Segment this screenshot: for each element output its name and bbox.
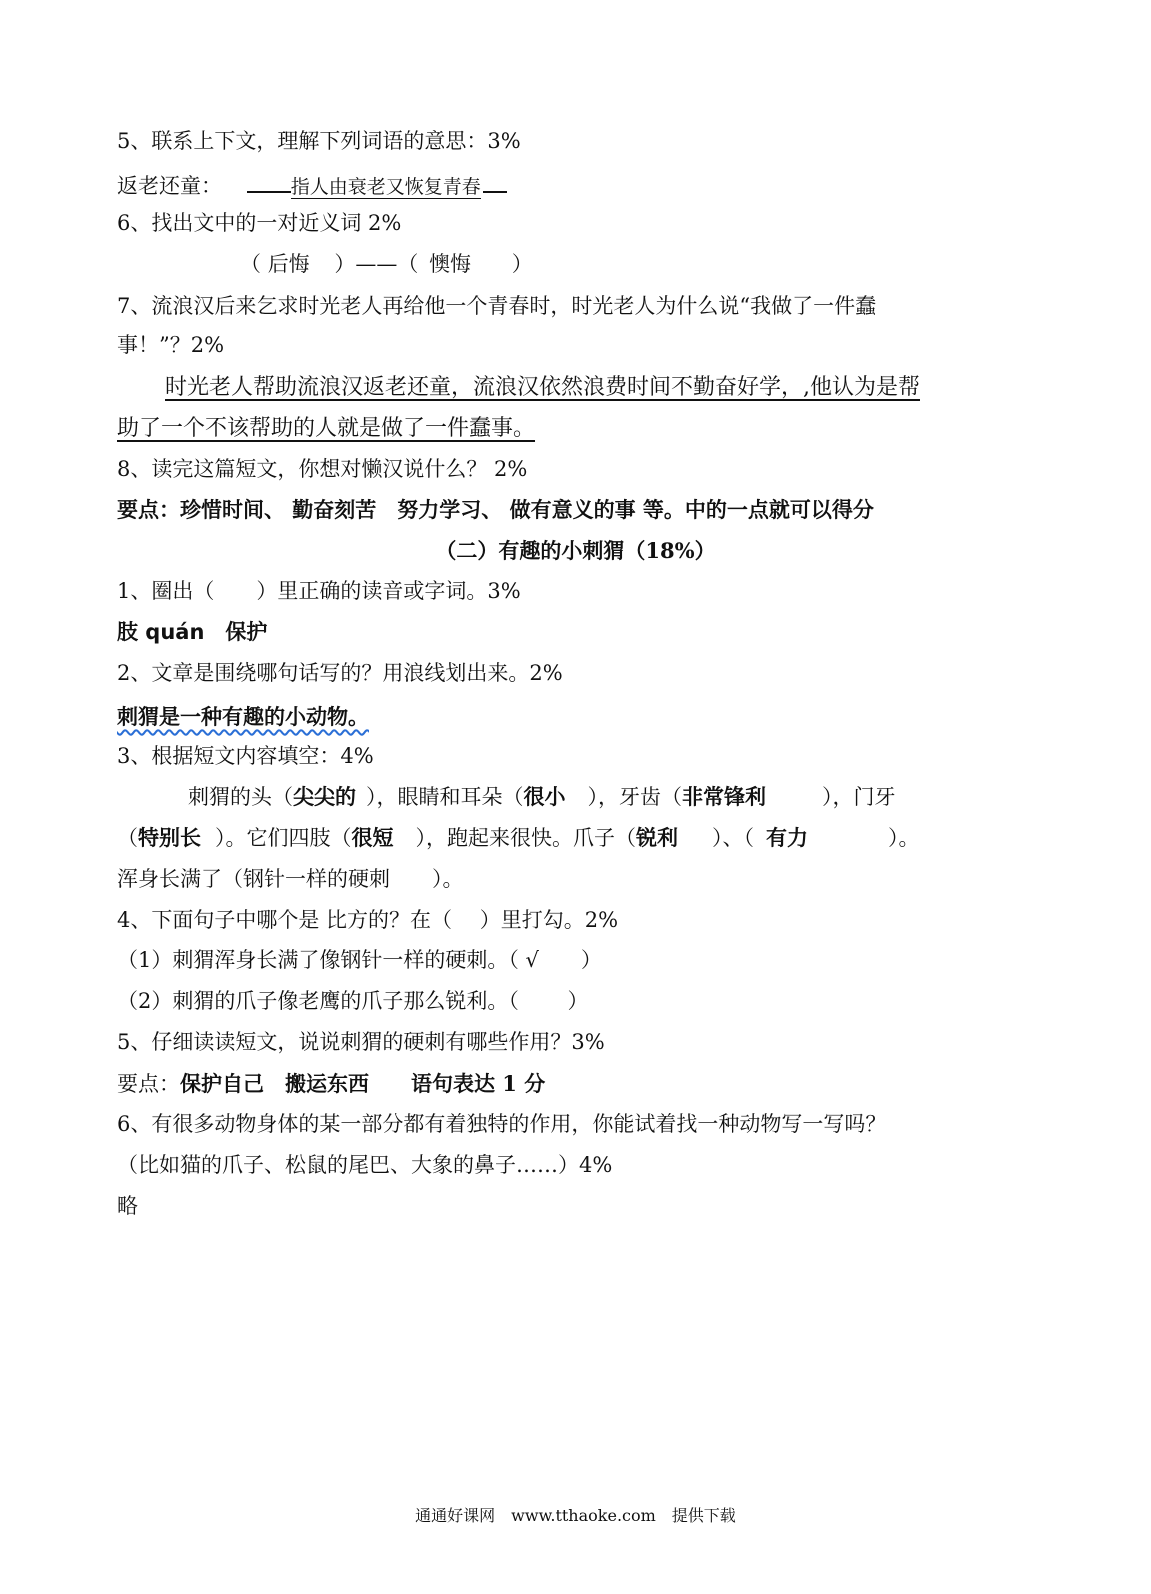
question-6-answer-row (240, 252, 533, 277)
paren-open: （ (240, 252, 261, 276)
part2-question-3: 3、根据短文内容填空：4% (117, 744, 374, 768)
answer-text: 时光老人帮助流浪汉返老还童，流浪汉依然浪费时间不勤奋好学，,他认为是帮 (165, 375, 920, 400)
fill-answer: 尖尖的 (293, 785, 356, 809)
fill-text: ）。它们四肢（ (215, 826, 352, 850)
fill-text: ），眼睛和耳朵（ (366, 785, 524, 809)
blank-line (483, 171, 507, 193)
question-5-answer: 指人由衰老又恢复青春 (290, 176, 481, 198)
part2-question-6-answer: 略 (117, 1194, 138, 1218)
fill-answer: 有力 (766, 826, 808, 850)
fill-blank-line-1 (188, 785, 896, 810)
question-7-answer-line-1 (117, 375, 920, 401)
fill-text: 刺猬的头（ (188, 785, 293, 809)
fill-answer: 锐利 (636, 826, 678, 850)
part2-question-6-line-2: （比如猫的爪子、松鼠的尾巴、大象的鼻子……）4% (117, 1153, 613, 1177)
fill-blank-line-3: 浑身长满了（钢针一样的硬刺 ）。 (117, 867, 464, 891)
question-5-answer-row (117, 171, 507, 199)
question-6: 6、找出文中的一对近义词 2% (117, 211, 402, 235)
page-footer: 通通好课网 www.tthaoke.com 提供下载 (415, 1506, 736, 1525)
synonym-1: 后悔 (267, 252, 310, 276)
question-5: 5、联系上下文，理解下列词语的意思：3% (117, 129, 521, 153)
fill-answer: 特别长 (138, 826, 201, 850)
part2-question-5-answer: 保护自己 搬运东西 语句表达 1 分 (180, 1071, 546, 1096)
question-8: 8、读完这篇短文，你想对懒汉说什么？ 2% (117, 457, 528, 481)
question-7-answer-line-2 (117, 416, 575, 442)
part2-question-2-answer: 刺猬是一种有趣的小动物。 (117, 704, 369, 729)
answer-prefix: 要点： (117, 1072, 180, 1096)
question-7-line-2: 事！”？2% (117, 333, 225, 357)
part2-question-4-option-2: （2）刺猬的爪子像老鹰的爪子那么锐利。（ ） (117, 989, 589, 1013)
part2-question-4: 4、下面句子中哪个是 比方的？在（ ）里打勾。2% (117, 908, 619, 932)
part2-question-5: 5、仔细读读短文，说说刺猬的硬刺有哪些作用？3% (117, 1030, 605, 1054)
fill-answer: 很短 (351, 826, 394, 850)
fill-text: ），门牙 (822, 785, 896, 809)
synonym-2: 懊悔 (429, 252, 472, 276)
fill-text: ），跑起来很快。爪子（ (415, 826, 636, 850)
fill-text: ）。 (888, 826, 920, 850)
fill-text: ），牙齿（ (587, 785, 682, 809)
part2-question-1-answer: 肢 quán 保护 (117, 620, 268, 644)
question-8-answer: 要点：珍惜时间、 勤奋刻苦 努力学习、 做有意义的事 等。中的一点就可以得分 (117, 497, 874, 522)
answer-text: 助了一个不该帮助的人就是做了一件蠢事。 (117, 416, 536, 441)
fill-text: （ (117, 826, 138, 850)
part2-question-4-option-1: （1）刺猬浑身长满了像钢针一样的硬刺。（ √ ） (117, 948, 602, 972)
part2-question-1: 1、圈出（ ）里正确的读音或字词。3% (117, 579, 521, 603)
term-label: 返老还童： (117, 174, 222, 198)
part2-question-5-answer-row (117, 1071, 545, 1097)
dash-separator: ）——（ (334, 252, 419, 276)
question-7-line-1: 7、流浪汉后来乞求时光老人再给他一个青春时，时光老人为什么说“我做了一件蠢 (117, 294, 877, 318)
fill-answer: 非常锋利 (682, 785, 766, 809)
part2-question-2: 2、文章是围绕哪句话写的？用浪线划出来。2% (117, 661, 563, 685)
part2-question-6-line-1: 6、有很多动物身体的某一部分都有着独特的作用，你能试着找一种动物写一写吗？ (117, 1112, 887, 1136)
fill-blank-line-2 (117, 826, 920, 851)
section-title: （二）有趣的小刺猬（18%） (435, 538, 716, 563)
fill-text: ）、（ (712, 826, 754, 850)
fill-answer: 很小 (523, 785, 566, 809)
blank-line (247, 171, 291, 193)
paren-close: ） (511, 252, 533, 276)
